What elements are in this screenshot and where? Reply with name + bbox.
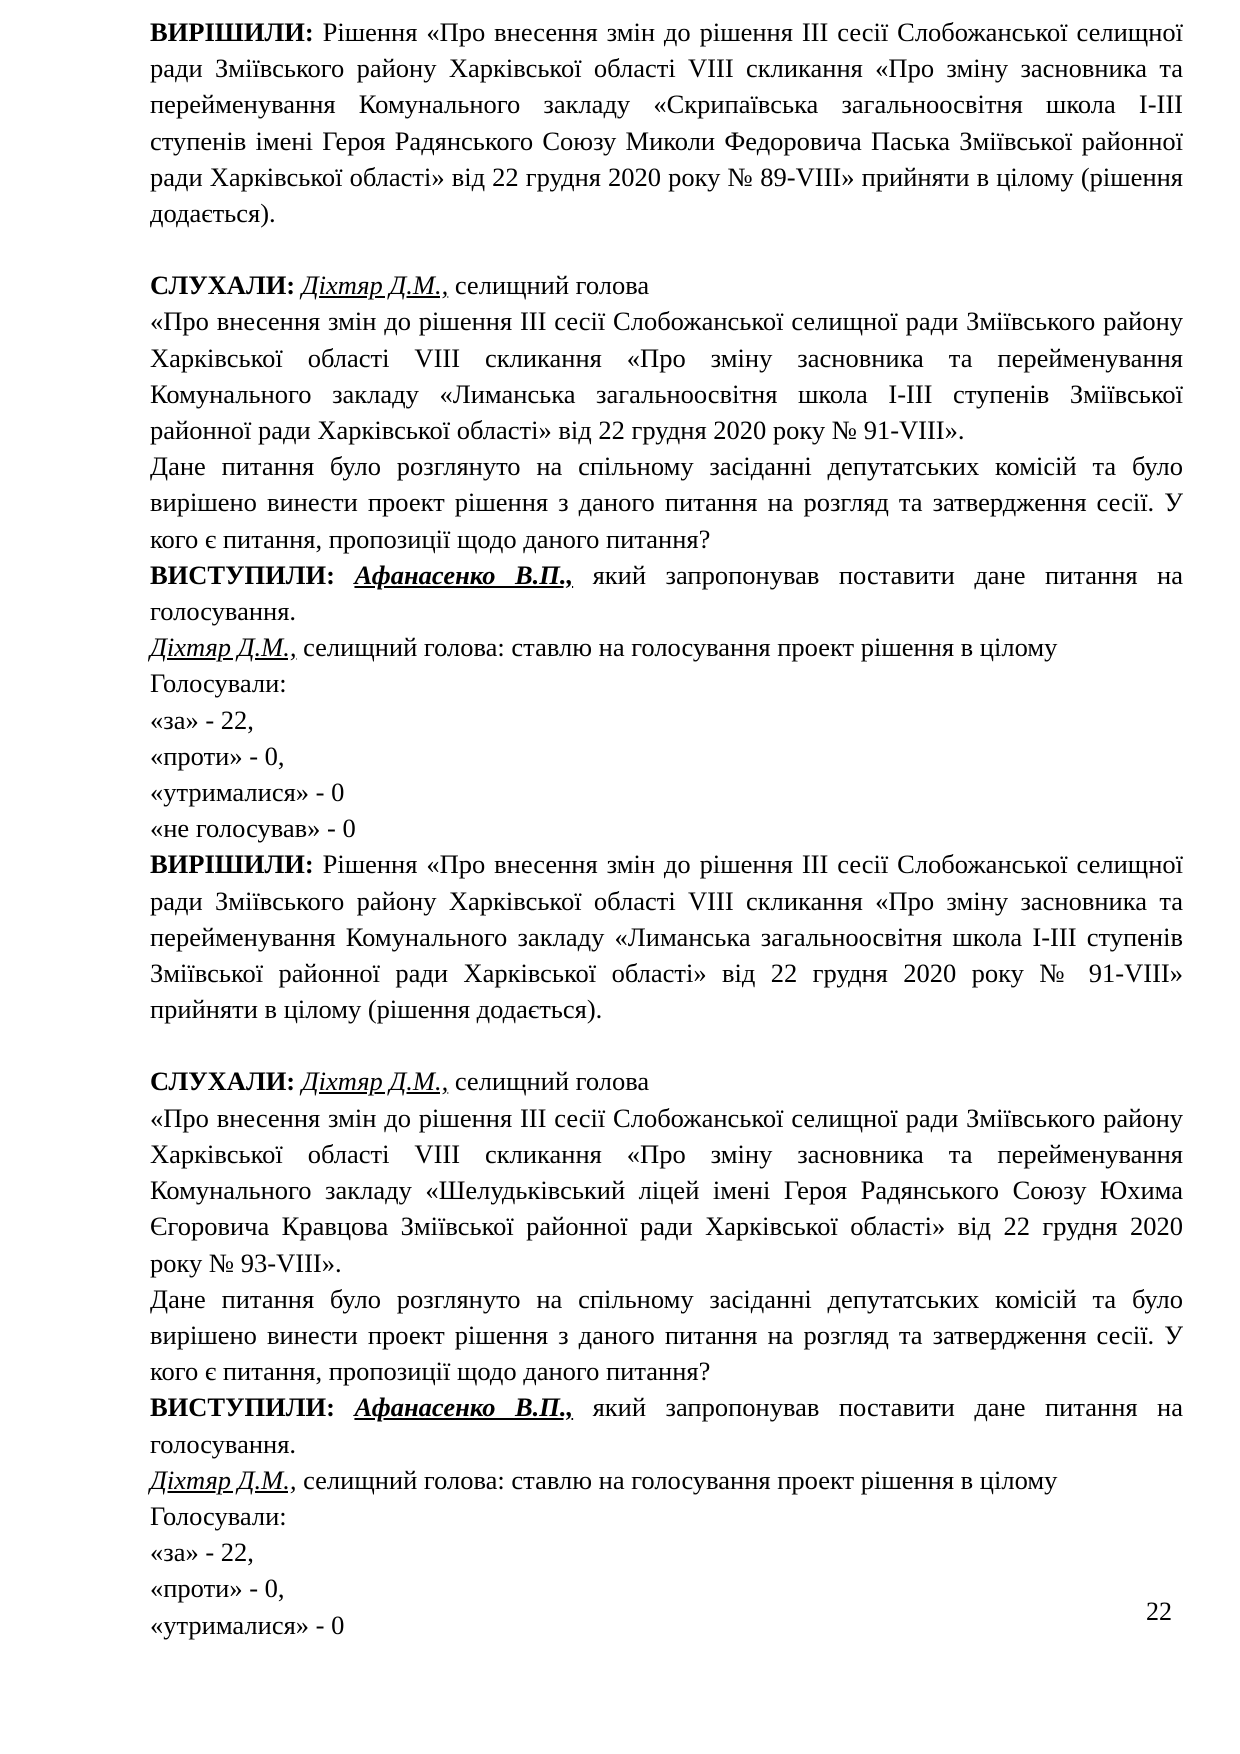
section-spacer bbox=[150, 1027, 1183, 1063]
section-spacer bbox=[150, 231, 1183, 267]
decided-label: ВИРІШИЛИ: bbox=[150, 17, 314, 47]
vote-abstain: «утрималися» - 0 bbox=[150, 777, 345, 808]
document-body bbox=[150, 14, 1183, 1643]
spoke-paragraph bbox=[150, 1389, 1183, 1461]
voted-label: Голосували: bbox=[150, 668, 287, 699]
decision-text: Рішення «Про внесення змін до рішення ІІІ сесії Слобожанської селищної ради Зміївського району Харківської області VIII скликання «Про зміну засновника та перейменування Комунального закладу «Скрипаївська загальноосвітня школа І-ІІІ ступенів імені Героя Радянського Союзу Миколи Федоровича Паська Зміївської районної ради Харківської області» від 22 грудня 2020 року № 89-VIII» прийняти в цілому (рішення додається). bbox=[150, 17, 1183, 229]
voted-label: Голосували: bbox=[150, 1500, 287, 1531]
speaker-role: селищний голова bbox=[448, 1066, 650, 1097]
decision-text: Рішення «Про внесення змін до рішення ІІІ сесії Слобожанської селищної ради Зміївського району Харківської області VIII скликання «Про зміну засновника та перейменування Комунального закладу «Лиманська загальноосвітня школа І-ІІІ ступенів Зміївської районної ради Харківської області» від 22 грудня 2020 року № 91-VIII» прийняти в цілому (рішення додається). bbox=[150, 849, 1183, 1025]
spoke-paragraph bbox=[150, 557, 1183, 629]
vote-for: «за» - 22, bbox=[150, 704, 254, 735]
spoke-name: Афанасенко В.П., bbox=[354, 559, 574, 590]
spoke-text: який запропонував поставити дане питання на голосування. bbox=[150, 559, 1183, 627]
heard-line bbox=[150, 1063, 1183, 1099]
speaker-name: Діхтяр Д.М., bbox=[301, 270, 449, 301]
chair-text: селищний голова: ставлю на голосування проект рішення в цілому bbox=[296, 632, 1058, 663]
agenda-topic: «Про внесення змін до рішення ІІІ сесії Слобожанської селищної ради Зміївського району Харківської області VIII скликання «Про зміну засновника та перейменування Комунального закладу «Лиманська загальноосвітня школа І-ІІІ ступенів Зміївської районної ради Харківської області» від 22 грудня 2020 року № 91-VIII». bbox=[150, 306, 1183, 446]
vote-none: «не голосував» - 0 bbox=[150, 813, 356, 844]
decision-paragraph bbox=[150, 14, 1183, 231]
spoke-label: ВИСТУПИЛИ: bbox=[150, 1392, 335, 1423]
spoke-label: ВИСТУПИЛИ: bbox=[150, 559, 335, 590]
spoke-name: Афанасенко В.П., bbox=[354, 1392, 574, 1423]
agenda-topic: «Про внесення змін до рішення ІІІ сесії Слобожанської селищної ради Зміївського району Харківської області VIII скликання «Про зміну засновника та перейменування Комунального закладу «Шелудьківський ліцей імені Героя Радянського Союзу Юхима Єгоровича Кравцова Зміївської районної ради Харківської області» від 22 грудня 2020 року № 93-VIII». bbox=[150, 1102, 1183, 1278]
discussion-text: Дане питання було розглянуто на спільному засіданні депутатських комісій та було вирішено винести проект рішення з даного питання на розгляд та затвердження сесії. У кого є питання, пропозиції щодо даного питання? bbox=[150, 1283, 1183, 1387]
speaker-role: селищний голова bbox=[448, 270, 650, 301]
chair-line bbox=[150, 629, 1183, 665]
discussion-text: Дане питання було розглянуто на спільному засіданні депутатських комісій та було вирішено винести проект рішення з даного питання на розгляд та затвердження сесії. У кого є питання, пропозиції щодо даного питання? bbox=[150, 451, 1183, 554]
heard-label: СЛУХАЛИ: bbox=[150, 270, 296, 301]
chair-name: Діхтяр Д.М., bbox=[150, 632, 297, 663]
vote-abstain: «утрималися» - 0 bbox=[150, 1609, 345, 1640]
decided-label: ВИРІШИЛИ: bbox=[150, 849, 314, 880]
vote-against: «проти» - 0, bbox=[150, 1573, 285, 1604]
spoke-text: який запропонував поставити дане питання на голосування. bbox=[150, 1392, 1183, 1459]
page-number: 22 bbox=[1146, 1597, 1172, 1626]
heard-label: СЛУХАЛИ: bbox=[150, 1066, 296, 1097]
vote-for: «за» - 22, bbox=[150, 1537, 254, 1568]
vote-against: «проти» - 0, bbox=[150, 740, 285, 771]
speaker-name: Діхтяр Д.М., bbox=[301, 1066, 449, 1097]
heard-line bbox=[150, 267, 1183, 303]
chair-name: Діхтяр Д.М., bbox=[150, 1464, 297, 1495]
chair-text: селищний голова: ставлю на голосування проект рішення в цілому bbox=[296, 1464, 1058, 1495]
decision-paragraph bbox=[150, 846, 1183, 1027]
chair-line bbox=[150, 1462, 1183, 1498]
